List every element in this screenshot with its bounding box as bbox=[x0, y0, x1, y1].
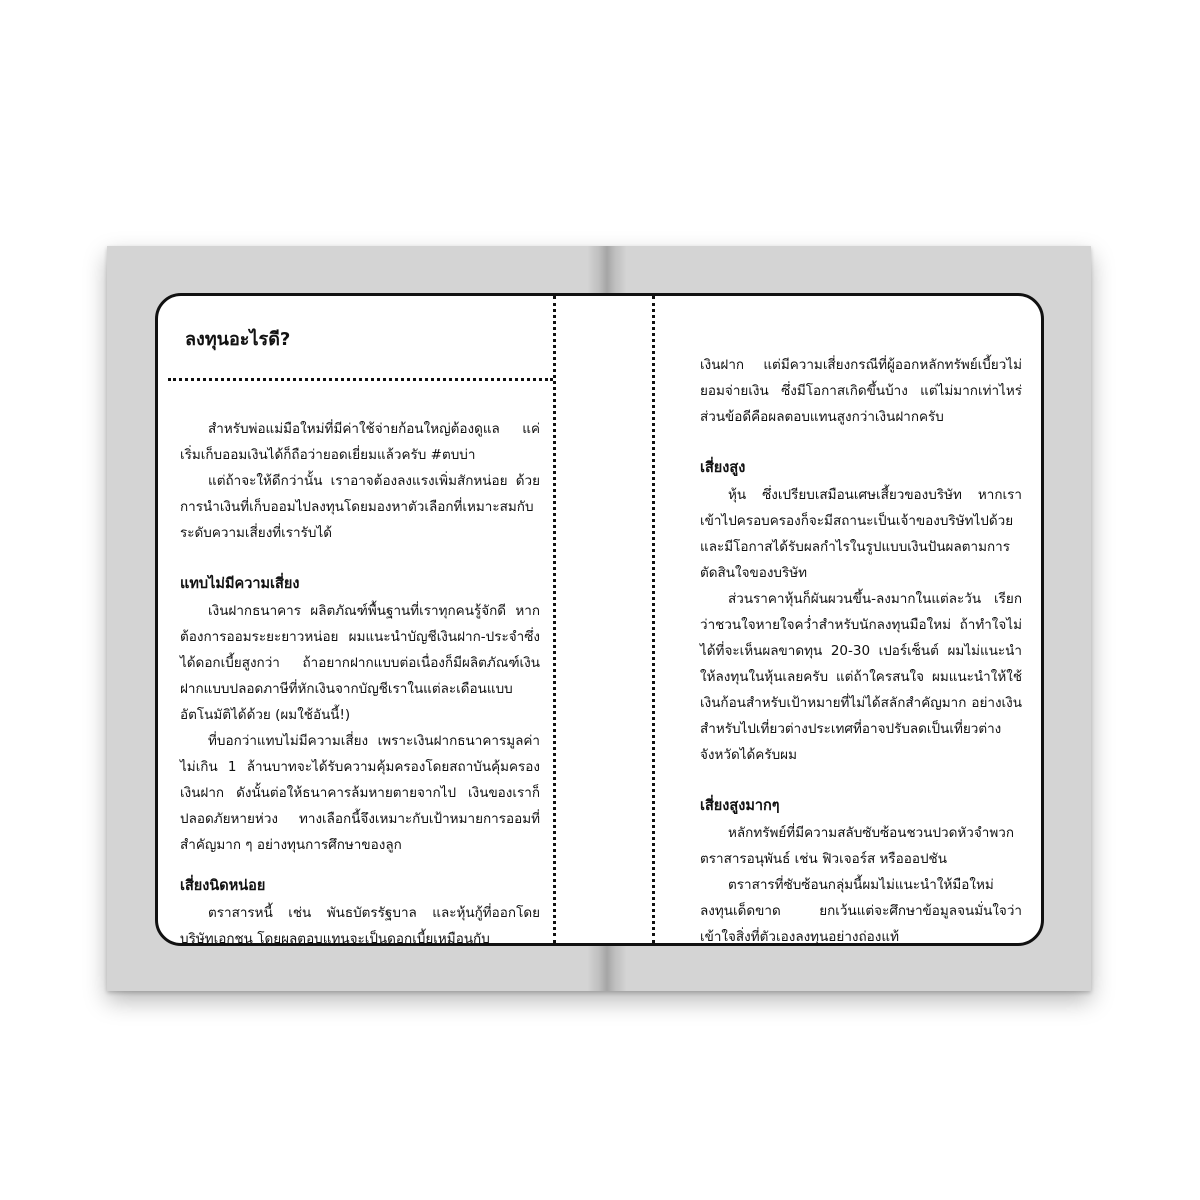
very-high-risk-paragraph-2: ตราสารที่ซับซ้อนกลุ่มนี้ผมไม่แนะนำให้มือใหม่ลงทุนเด็ดขาด ยกเว้นแต่จะศึกษาข้อมูลจนมั่นใจว่าเข้าใจสิ่งที่ตัวเองลงทุนอย่างถ่องแท้ bbox=[700, 877, 1022, 945]
high-risk-paragraph-1: หุ้น ซึ่งเปรียบเสมือนเศษเสี้ยวของบริษัท หากเราเข้าไปครอบครองก็จะมีสถานะเป็นเจ้าของบริษัทไปด้วย และมีโอกาสได้รับผลกำไรในรูปแบบเงินปันผลตามการตัดสินใจของบริษัท bbox=[700, 487, 1022, 581]
intro-paragraph-1: สำหรับพ่อแม่มือใหม่ที่มีค่าใช้จ่ายก้อนใหญ่ต้องดูแล แค่เริ่มเก็บออมเงินได้ก็ถือว่ายอดเยี่ยมแล้วครับ #ตบบ่า bbox=[180, 421, 540, 463]
no-risk-paragraph-2: ที่บอกว่าแทบไม่มีความเสี่ยง เพราะเงินฝากธนาคารมูลค่าไม่เกิน 1 ล้านบาทจะได้รับความคุ้มครองโดยสถาบันคุ้มครองเงินฝาก ดังนั้นต่อให้ธนาคารล้มหายตายจากไป เงินของเราก็ปลอดภัยหายห่วง ทางเลือกนี้จึงเหมาะกับเป้าหมายการออมที่สำคัญมาก ๆ อย่างทุนการศึกษาของลูก bbox=[180, 733, 540, 853]
high-risk-paragraph-2: ส่วนราคาหุ้นก็ผันผวนขึ้น-ลงมากในแต่ละวัน เรียกว่าชวนใจหายใจคว่ำสำหรับนักลงทุนมือใหม่ ถ้าทำใจไม่ได้ที่จะเห็นผลขาดทุน 20-30 เปอร์เซ็นต์ ผมไม่แนะนำให้ลงทุนในหุ้นเลยครับ แต่ถ้าใครสนใจ ผมแนะนำให้ใช้เงินก้อนสำหรับเป้าหมายที่ไม่ได้สลักสำคัญมาก อย่างเงินสำหรับไปเที่ยวต่างประเทศที่อาจปรับลดเป็นเที่ยวต่างจังหวัดได้ครับผม bbox=[700, 591, 1022, 763]
open-book bbox=[107, 246, 1091, 991]
page-title: ลงทุนอะไรดี? bbox=[185, 329, 291, 350]
intro-paragraph-2: แต่ถ้าจะให้ดีกว่านั้น เราอาจต้องลงแรงเพิ่มสักหน่อย ด้วยการนำเงินที่เก็บออมไปลงทุนโดยมองหาตัวเลือกที่เหมาะสมกับระดับความเสี่ยงที่เรารับได้ bbox=[180, 473, 540, 541]
dotted-title-rule bbox=[168, 378, 553, 381]
left-page-column bbox=[180, 416, 540, 952]
no-risk-paragraph-1: เงินฝากธนาคาร ผลิตภัณฑ์พื้นฐานที่เราทุกคนรู้จักดี หากต้องการออมระยะยาวหน่อย ผมแนะนำบัญชีเงินฝาก-ประจำซึ่งได้ดอกเบี้ยสูงกว่า ถ้าอยากฝากแบบต่อเนื่องก็มีผลิตภัณฑ์เงินฝากแบบปลอดภาษีที่หักเงินจากบัญชีเราในแต่ละเดือนแบบอัตโนมัติได้ด้วย (ผมใช้อันนี้!) bbox=[180, 603, 540, 723]
right-page-column bbox=[700, 352, 1022, 950]
dotted-divider-right bbox=[652, 296, 655, 943]
very-high-risk-paragraph-1: หลักทรัพย์ที่มีความสลับซับซ้อนชวนปวดหัวจำพวกตราสารอนุพันธ์ เช่น ฟิวเจอร์ส หรือออปชัน bbox=[700, 825, 1015, 867]
section-heading-high-risk: เสี่ยงสูง bbox=[700, 460, 746, 476]
section-heading-very-high-risk: เสี่ยงสูงมากๆ bbox=[700, 798, 780, 814]
section-heading-low-risk: เสี่ยงนิดหน่อย bbox=[180, 878, 266, 894]
low-risk-continuation: เงินฝาก แต่มีความเสี่ยงกรณีที่ผู้ออกหลักทรัพย์เบี้ยวไม่ยอมจ่ายเงิน ซึ่งมีโอกาสเกิดขึ้นบ้าง แต่ไม่มากเท่าไหร่ ส่วนข้อดีคือผลตอบแทนสูงกว่าเงินฝากครับ bbox=[700, 357, 1022, 425]
content-panel bbox=[155, 293, 1044, 946]
dotted-divider-left bbox=[553, 296, 556, 943]
low-risk-paragraph-1: ตราสารหนี้ เช่น พันธบัตรรัฐบาล และหุ้นกู้ที่ออกโดยบริษัทเอกชน โดยผลตอบแทนจะเป็นดอกเบี้ยเหมือนกับ bbox=[180, 905, 540, 947]
section-heading-no-risk: แทบไม่มีความเสี่ยง bbox=[180, 576, 300, 592]
